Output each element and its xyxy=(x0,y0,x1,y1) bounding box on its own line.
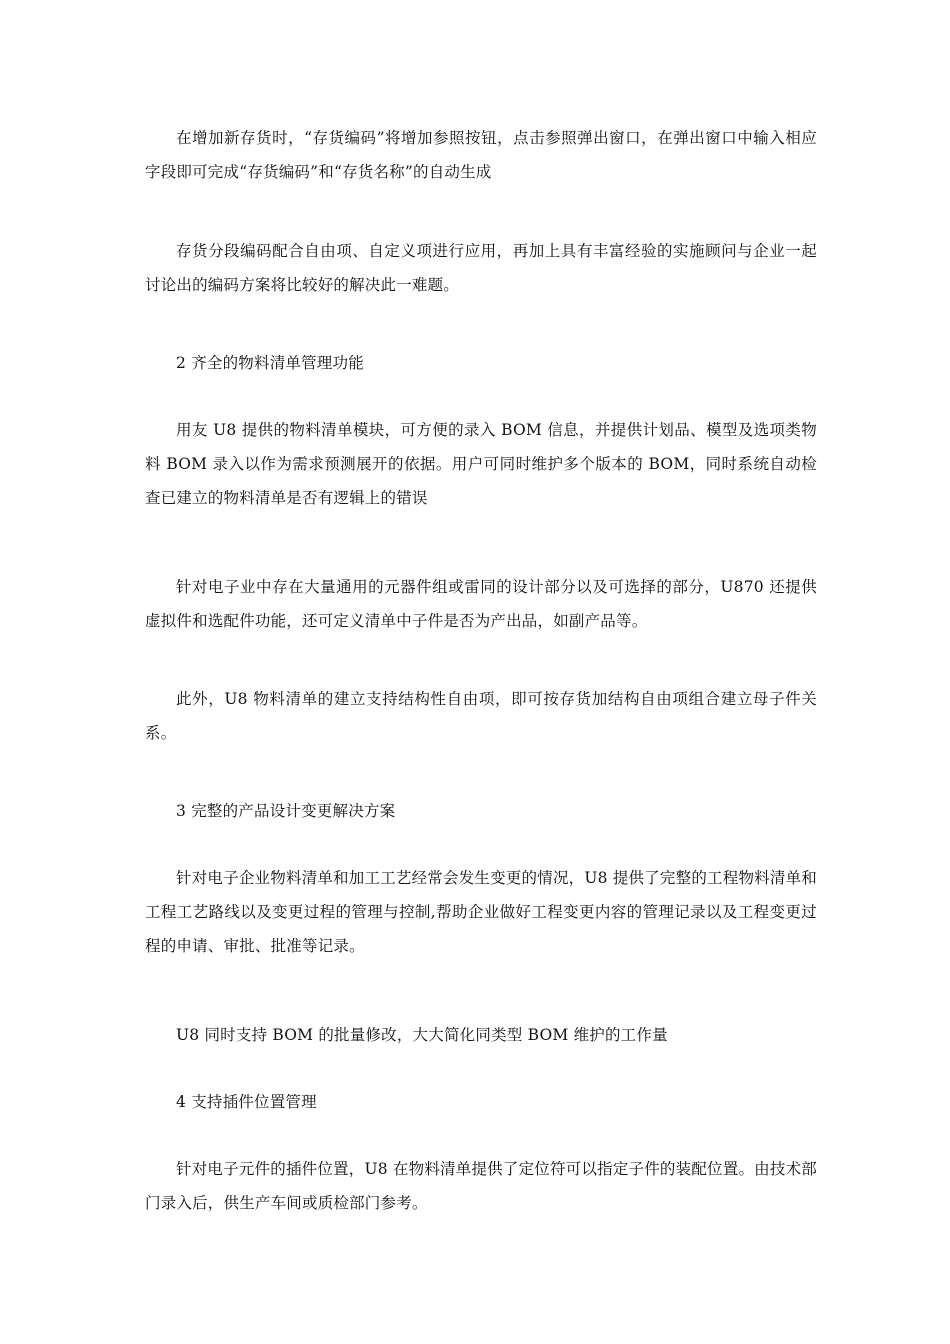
paragraph-bom-batch-modify: U8 同时支持 BOM 的批量修改，大大简化同类型 BOM 维护的工作量 xyxy=(176,1026,668,1044)
paragraph-reference-designator: 针对电子元件的插件位置，U8 在物料清单提供了定位符可以指定子件的装配位置。由技术部门录入后，供生产车间或质检部门参考。 xyxy=(145,1160,817,1212)
section-heading-bom-management: 2 齐全的物料清单管理功能 xyxy=(176,354,364,372)
paragraph-segmented-coding: 存货分段编码配合自由项、自定义项进行应用，再加上具有丰富经验的实施顾问与企业一起讨论出的编码方案将比较好的解决此一难题。 xyxy=(145,242,817,294)
paragraph-bom-module: 用友 U8 提供的物料清单模块，可方便的录入 BOM 信息，并提供计划品、模型及选项类物料 BOM 录入以作为需求预测展开的依据。用户可同时维护多个版本的 BOM，同时系统自动检查已建立的物料清单是否有逻辑上的错误 xyxy=(145,421,817,507)
section-heading-insertion-position: 4 支持插件位置管理 xyxy=(176,1093,317,1111)
paragraph-structural-free-items: 此外，U8 物料清单的建立支持结构性自由项，即可按存货加结构自由项组合建立母子件关系。 xyxy=(145,690,817,742)
paragraph-inventory-code-reference: 在增加新存货时，“存货编码”将增加参照按钮，点击参照弹出窗口，在弹出窗口中输入相应字段即可完成“存货编码”和“存货名称”的自动生成 xyxy=(145,129,817,181)
section-heading-design-change: 3 完整的产品设计变更解决方案 xyxy=(176,802,396,820)
paragraph-virtual-parts: 针对电子业中存在大量通用的元器件组或雷同的设计部分以及可选择的部分，U870 还提供虚拟件和选配件功能，还可定义清单中子件是否为产出品，如副产品等。 xyxy=(145,578,817,630)
paragraph-engineering-change: 针对电子企业物料清单和加工工艺经常会发生变更的情况，U8 提供了完整的工程物料清单和工程工艺路线以及变更过程的管理与控制,帮助企业做好工程变更内容的管理记录以及工程变更过程的申请、审批、批准等记录。 xyxy=(145,869,817,955)
